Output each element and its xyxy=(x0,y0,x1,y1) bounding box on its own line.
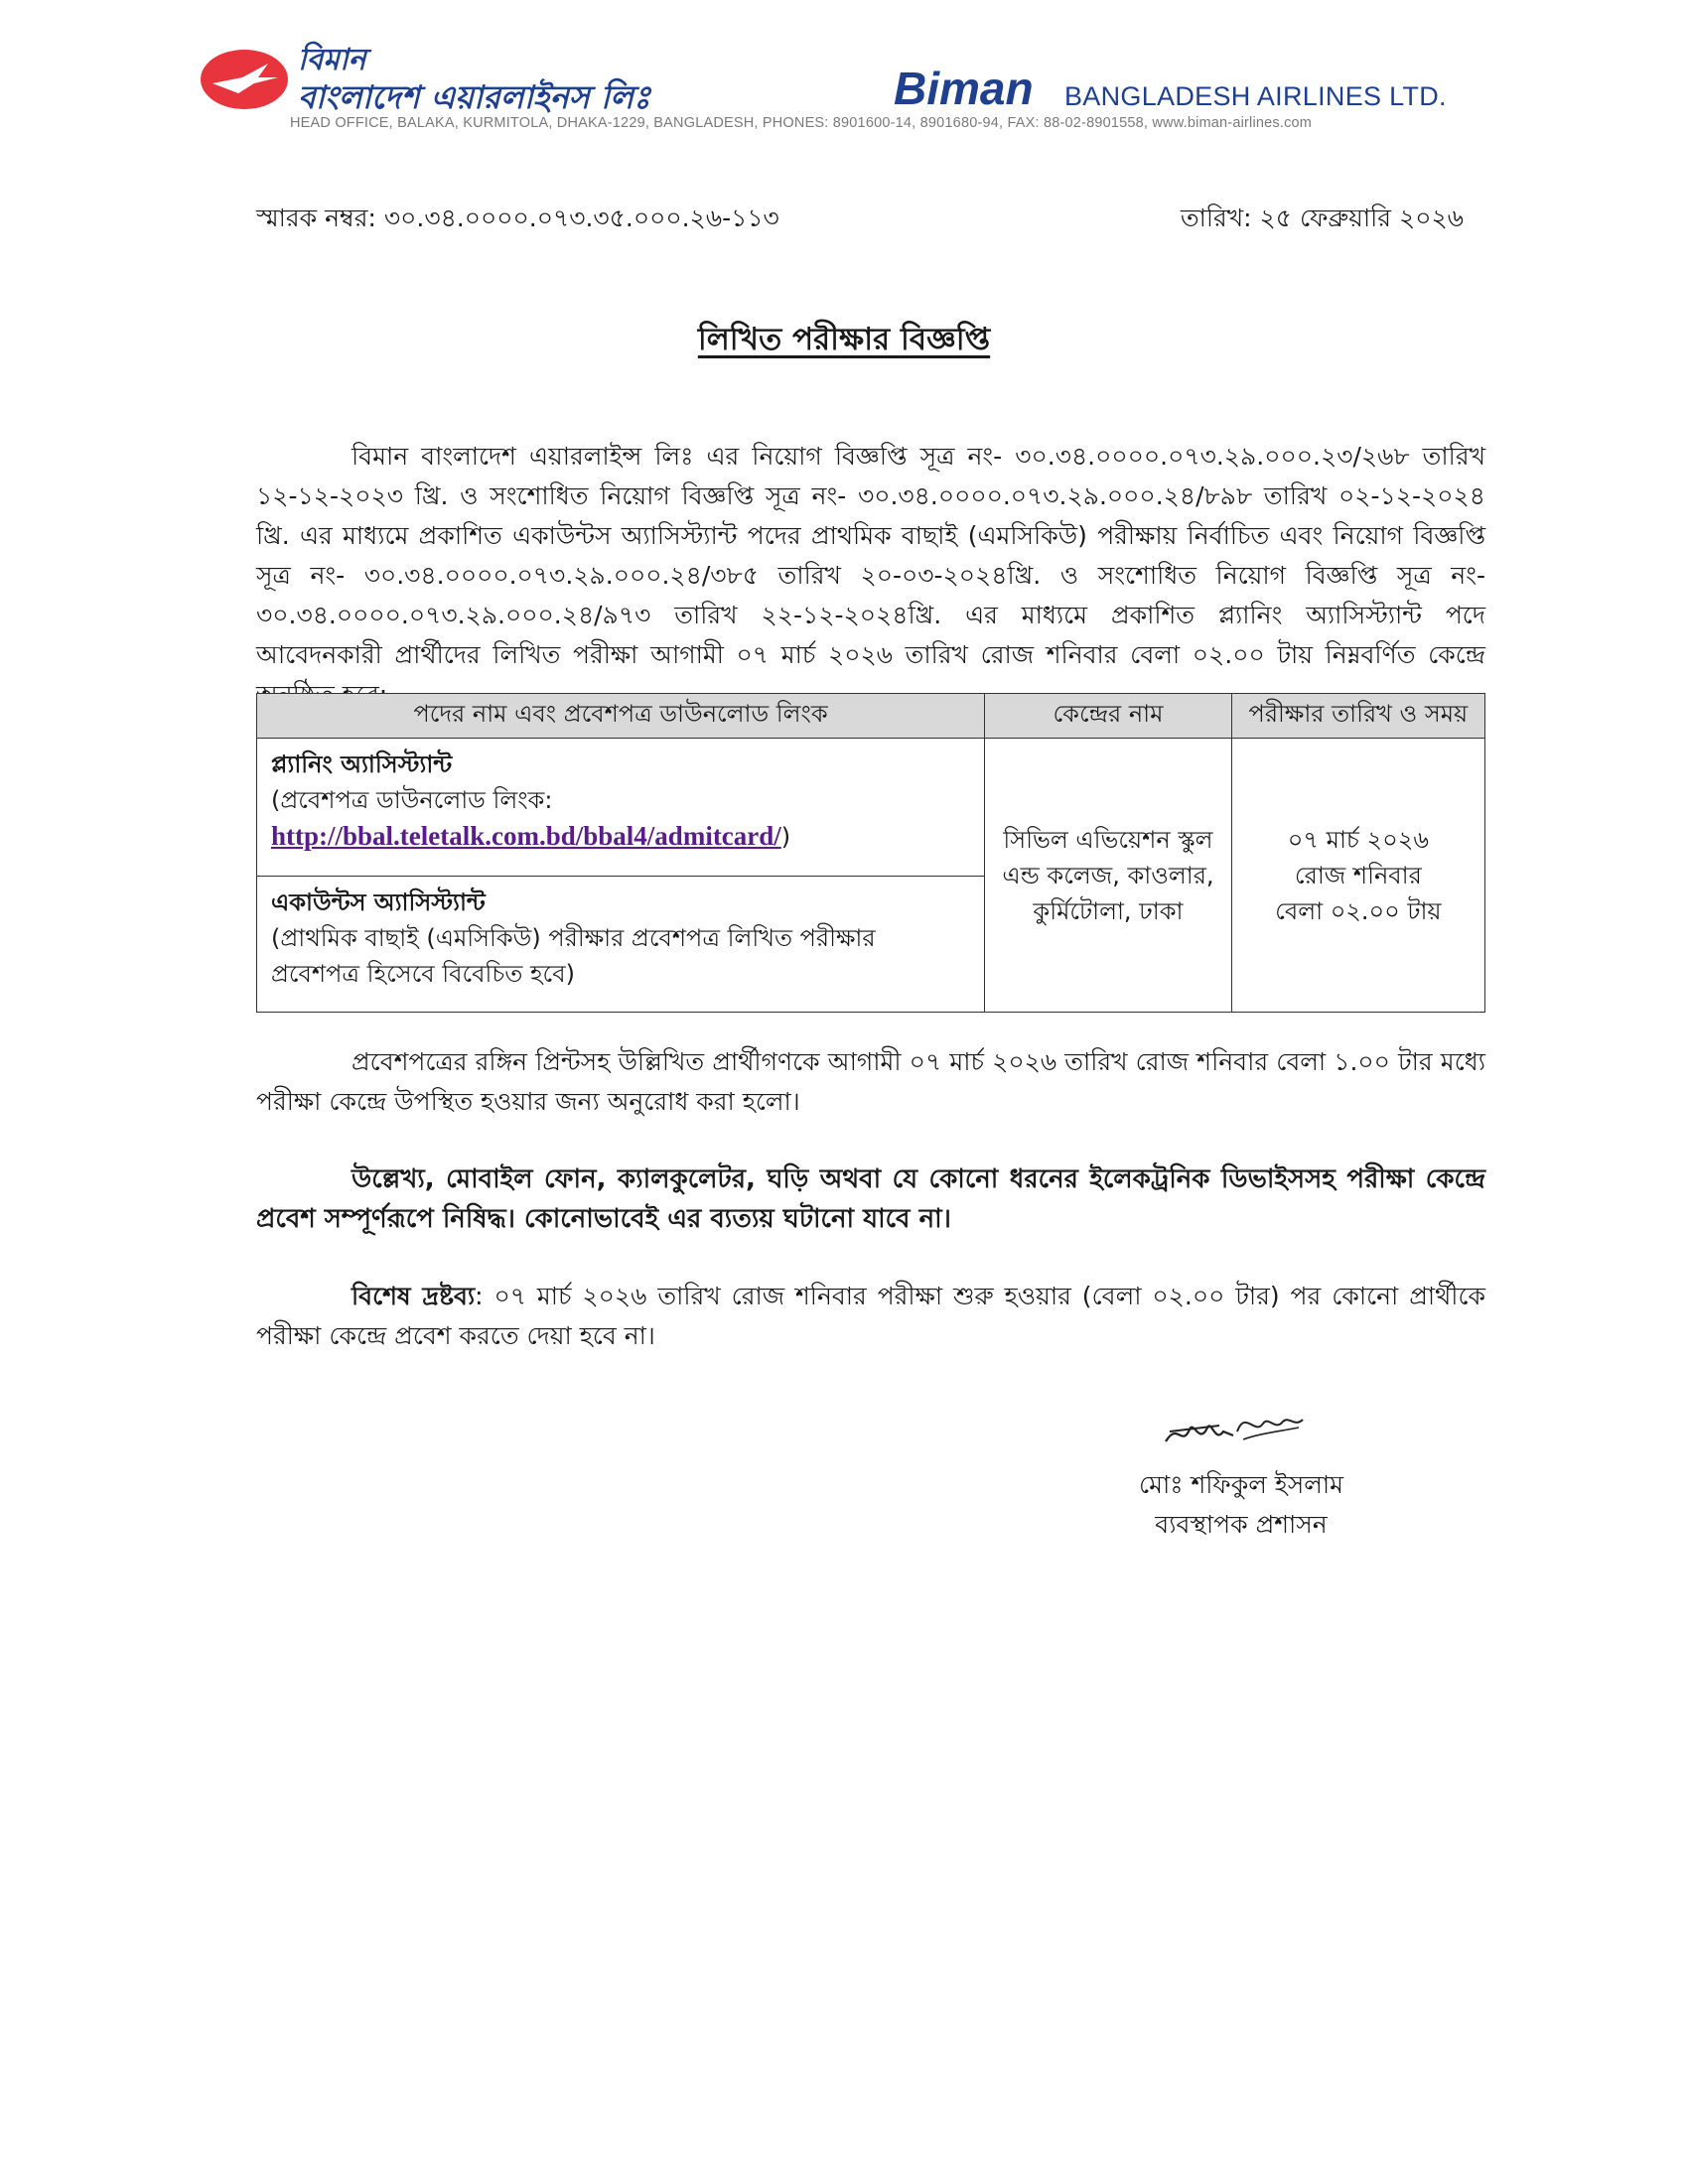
center-line: এন্ড কলেজ, কাওলার, xyxy=(1002,861,1214,889)
post-cell-planning xyxy=(257,739,985,877)
table-header-datetime: পরীক্ষার তারিখ ও সময় xyxy=(1231,694,1484,739)
exam-datetime-cell xyxy=(1231,739,1484,1013)
biman-logo-icon xyxy=(199,48,290,111)
post-cell-accounts xyxy=(257,877,985,1013)
post-title: একাউন্টস অ্যাসিস্ট্যান্ট xyxy=(271,888,486,916)
letterhead-airlines-name: BANGLADESH AIRLINES LTD. xyxy=(1064,81,1447,111)
table-header-center: কেন্দ্রের নাম xyxy=(985,694,1232,739)
post-note: (প্রবেশপত্র ডাউনলোড লিংক: xyxy=(271,786,553,814)
center-line: সিভিল এভিয়েশন স্কুল xyxy=(1003,825,1213,854)
special-note-text: : ০৭ মার্চ ২০২৬ তারিখ রোজ শনিবার পরীক্ষা শুরু হওয়ার (বেলা ০২.০০ টার) পর কোনো প্রার্থীকে পরীক্ষা কেন্দ্রে প্রবেশ করতে দেয়া হবে না। xyxy=(256,1282,1485,1350)
handwritten-signature-icon xyxy=(1160,1402,1309,1457)
post-note-suffix: ) xyxy=(780,823,791,851)
special-note-label: বিশেষ দ্রষ্টব্য xyxy=(352,1282,476,1310)
intro-paragraph: বিমান বাংলাদেশ এয়ারলাইন্স লিঃ এর নিয়োগ বিজ্ঞপ্তি সূত্র নং- ৩০.৩৪.০০০০.০৭৩.২৯.০০০.২৩/২৬৮ তারিখ ১২-১২-২০২৩ খ্রি. ও সংশোধিত নিয়োগ বিজ্ঞপ্তি সূত্র নং- ৩০.৩৪.০০০০.০৭৩.২৯.০০০.২৪/৮৯৮ তারিখ ০২-১২-২০২৪ খ্রি. এর মাধ্যমে প্রকাশিত একাউন্টস অ্যাসিস্ট্যান্ট পদের প্রাথমিক বাছাই (এমসিকিউ) পরীক্ষায় নির্বাচিত এবং নিয়োগ বিজ্ঞপ্তি সূত্র নং- ৩০.৩৪.০০০০.০৭৩.২৯.০০০.২৪/৩৮৫ তারিখ ২০-০৩-২০২৪খ্রি. ও সংশোধিত নিয়োগ বিজ্ঞপ্তি সূত্র নং- ৩০.৩৪.০০০০.০৭৩.২৯.০০০.২৪/৯৭৩ তারিখ ২২-১২-২০২৪খ্রি. এর মাধ্যমে প্রকাশিত প্ল্যানিং অ্যাসিস্ট্যান্ট পদে আবেদনকারী প্রার্থীদের লিখিত পরীক্ষা আগামী ০৭ মার্চ ২০২৬ তারিখ রোজ শনিবার বেলা ০২.০০ টায় নিম্নবর্ণিত কেন্দ্রে xyxy=(256,442,1485,669)
post-title: প্ল্যানিং অ্যাসিস্ট্যান্ট xyxy=(271,751,453,778)
letterhead-address: HEAD OFFICE, BALAKA, KURMITOLA, DHAKA-1229, BANGLADESH, PHONES: 8901600-14, 8901680-94, FAX: 88-02-8901558, www.biman-airlines.com xyxy=(290,115,1313,131)
table-header-post: পদের নাম এবং প্রবেশপত্র ডাউনলোড লিংক xyxy=(257,694,985,739)
exam-table xyxy=(256,693,1485,1013)
datetime-line: রোজ শনিবার xyxy=(1294,861,1422,889)
post-note: (প্রাথমিক বাছাই (এমসিকিউ) পরীক্ষার প্রবেশপত্র লিখিত পরীক্ষার প্রবেশপত্র হিসেবে বিবেচিত হবে) xyxy=(271,924,876,988)
device-prohibition-paragraph: উল্লেখ্য, মোবাইল ফোন, ক্যালকুলেটর, ঘড়ি অথবা যে কোনো ধরনের ইলেকট্রনিক ডিভাইসসহ পরীক্ষা কেন্দ্রে প্রবেশ সম্পূর্ণরূপে নিষিদ্ধ। কোনোভাবেই এর ব্যত্যয় ঘটানো যাবে না। xyxy=(256,1164,1485,1234)
signatory-designation: ব্যবস্থাপক প্রশাসন xyxy=(1155,1510,1328,1539)
admit-card-download-link[interactable]: http://bbal.teletalk.com.bd/bbal4/admitcard/ xyxy=(271,821,781,851)
letterhead xyxy=(199,40,1499,139)
letterhead-bangla-name: বিমান বাংলাদেশ এয়ারলাইনস লিঃ xyxy=(298,43,651,116)
notice-title: লিখিত পরীক্ষার বিজ্ঞপ্তি xyxy=(697,322,991,357)
reporting-time-paragraph: প্রবেশপত্রের রঙ্গিন প্রিন্টসহ উল্লিখিত প্রার্থীগণকে আগামী ০৭ মার্চ ২০২৬ তারিখ রোজ শনিবার বেলা ১.০০ টার মধ্যে পরীক্ষা কেন্দ্রে উপস্থিত হওয়ার জন্য অনুরোধ করা হলো। xyxy=(256,1047,1485,1116)
table-header-row xyxy=(257,694,1485,739)
signatory-name: মোঃ শফিকুল ইসলাম xyxy=(1138,1470,1344,1499)
memo-date: তারিখ: ২৫ ফেব্রুয়ারি ২০২৬ xyxy=(1180,204,1464,232)
exam-center-cell xyxy=(985,739,1232,1013)
datetime-line: ০৭ মার্চ ২০২৬ xyxy=(1287,825,1429,854)
table-row xyxy=(257,739,1485,877)
center-line: কুর্মিটোলা, ঢাকা xyxy=(1033,896,1184,925)
datetime-line: বেলা ০২.০০ টায় xyxy=(1275,896,1442,925)
special-note-paragraph xyxy=(256,1277,1485,1356)
letterhead-biman: Biman xyxy=(894,63,1034,114)
memo-ref: স্মারক নম্বর: ৩০.৩৪.০০০০.০৭৩.৩৫.০০০.২৬-১১৩ xyxy=(256,204,779,232)
